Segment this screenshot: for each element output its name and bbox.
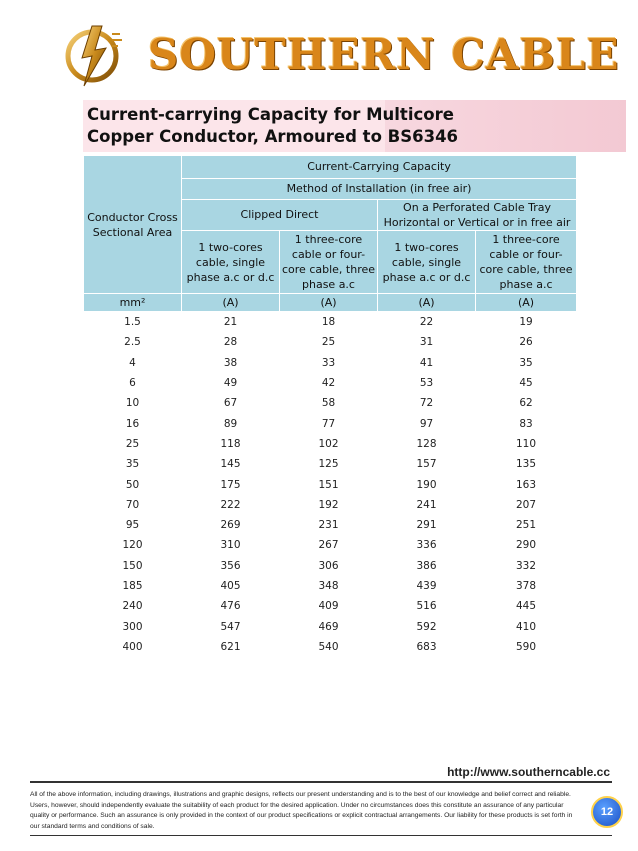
table-cell: 332 — [515, 559, 537, 572]
cable-tray-header: On a Perforated Cable Tray Horizontal or Vertical or in free air — [378, 200, 577, 231]
table-row — [84, 596, 577, 616]
table-cell: 25 — [125, 437, 140, 450]
table-cell: 300 — [122, 620, 143, 633]
table-row — [84, 454, 577, 474]
table-cell: 386 — [416, 559, 437, 572]
table-row — [84, 637, 577, 657]
table-cell: 10 — [125, 397, 140, 410]
brand-name: SOUTHERN CABLE — [148, 30, 620, 79]
unit-cell: (A) — [182, 294, 280, 312]
table-cell: 163 — [515, 478, 537, 491]
southern-cable-logo-icon — [62, 20, 126, 90]
page-number-badge: 12 — [591, 796, 623, 828]
website-url: http://www.southerncable.cc — [447, 765, 610, 779]
table-cell: 50 — [125, 478, 140, 491]
table-cell: 128 — [416, 437, 437, 450]
table-cell: 145 — [220, 458, 241, 471]
table-cell: 291 — [416, 519, 437, 532]
table-cell: 58 — [321, 397, 336, 410]
table-cell: 125 — [318, 458, 339, 471]
table-row — [84, 474, 577, 494]
table-cell: 469 — [318, 620, 339, 633]
table-cell: 157 — [416, 458, 437, 471]
table-row — [84, 616, 577, 636]
table-cell: 25 — [321, 336, 336, 349]
table-cell: 45 — [519, 377, 533, 390]
table-cell: 26 — [519, 336, 533, 349]
unit-cell: (A) — [378, 294, 476, 312]
table-cell: 4 — [129, 356, 136, 369]
table-cell: 240 — [122, 600, 143, 613]
table-cell: 120 — [122, 539, 143, 552]
table-cell: 400 — [122, 640, 143, 653]
table-cell: 150 — [122, 559, 143, 572]
table-cell: 409 — [318, 600, 339, 613]
capacity-header: Current-Carrying Capacity — [182, 156, 577, 179]
table-cell: 192 — [318, 498, 339, 511]
table-row — [84, 393, 577, 413]
table-title-line-1: Current-carrying Capacity for Multicore — [87, 105, 454, 124]
table-cell: 28 — [223, 336, 238, 349]
table-cell: 16 — [125, 417, 140, 430]
table-row — [84, 332, 577, 352]
clipped-direct-header: Clipped Direct — [182, 200, 378, 231]
table-cell: 83 — [519, 417, 533, 430]
table-cell: 31 — [419, 336, 434, 349]
table-cell: 683 — [416, 640, 437, 653]
unit-cell: mm² — [84, 294, 182, 312]
table-title-line-2: Copper Conductor, Armoured to BS6346 — [87, 127, 459, 146]
units-row — [84, 294, 577, 312]
table-cell: 151 — [318, 478, 339, 491]
table-row — [84, 535, 577, 555]
table-cell: 118 — [220, 437, 241, 450]
table-cell: 306 — [318, 559, 339, 572]
table-cell: 135 — [515, 458, 537, 471]
table-cell: 241 — [416, 498, 437, 511]
table-cell: 445 — [515, 600, 537, 613]
table-cell: 53 — [419, 377, 434, 390]
table-cell: 1.5 — [124, 316, 141, 329]
table-cell: 590 — [515, 640, 537, 653]
col-header-three-core-clipped: 1 three-core cable or four-core cable, three phase a.c — [280, 231, 378, 294]
table-cell: 231 — [318, 519, 339, 532]
table-cell: 592 — [416, 620, 437, 633]
table-cell: 72 — [419, 397, 434, 410]
table-cell: 2.5 — [124, 336, 141, 349]
unit-cell: (A) — [476, 294, 577, 312]
table-cell: 62 — [519, 397, 533, 410]
table-cell: 356 — [220, 559, 241, 572]
table-cell: 35 — [125, 458, 140, 471]
table-cell: 22 — [419, 316, 434, 329]
table-cell: 476 — [220, 600, 241, 613]
table-cell: 70 — [125, 498, 140, 511]
table-row — [84, 434, 577, 454]
table-cell: 102 — [318, 437, 339, 450]
table-cell: 547 — [220, 620, 241, 633]
table-cell: 89 — [223, 417, 238, 430]
method-header: Method of Installation (in free air) — [182, 179, 577, 200]
capacity-table — [83, 155, 577, 657]
table-cell: 41 — [419, 356, 434, 369]
table-cell: 410 — [515, 620, 537, 633]
capacity-table-body — [84, 312, 577, 658]
table-cell: 269 — [220, 519, 241, 532]
table-cell: 95 — [125, 519, 140, 532]
table-cell: 621 — [220, 640, 241, 653]
col-header-three-core-tray: 1 three-core cable or four-core cable, three phase a.c — [476, 231, 577, 294]
table-cell: 405 — [220, 580, 241, 592]
table-cell: 267 — [318, 539, 339, 552]
table-cell: 42 — [321, 377, 336, 390]
table-row — [84, 353, 577, 373]
footer-divider — [30, 781, 612, 783]
table-cell: 77 — [321, 417, 336, 430]
table-cell: 540 — [318, 640, 339, 653]
table-cell: 49 — [223, 377, 238, 390]
table-cell: 18 — [321, 316, 336, 329]
table-cell: 336 — [416, 539, 437, 552]
table-cell: 378 — [515, 580, 537, 592]
table-cell: 97 — [419, 417, 434, 430]
table-row — [84, 556, 577, 576]
col-header-two-core-tray: 1 two-cores cable, single phase a.c or d.c — [378, 231, 476, 294]
table-cell: 251 — [515, 519, 537, 532]
table-cell: 67 — [223, 397, 238, 410]
table-row — [84, 312, 577, 333]
table-cell: 310 — [220, 539, 241, 552]
table-cell: 33 — [321, 356, 336, 369]
table-row — [84, 373, 577, 393]
table-row — [84, 413, 577, 433]
conductor-area-header: Conductor Cross Sectional Area — [84, 156, 182, 294]
table-cell: 19 — [519, 316, 533, 329]
table-cell: 110 — [515, 437, 537, 450]
table-cell: 439 — [416, 580, 437, 592]
table-cell: 190 — [416, 478, 437, 491]
table-cell: 348 — [318, 580, 339, 592]
table-cell: 38 — [223, 356, 238, 369]
table-cell: 516 — [416, 600, 437, 613]
table-cell: 21 — [223, 316, 238, 329]
table-cell: 175 — [220, 478, 241, 491]
table-cell: 222 — [220, 498, 241, 511]
table-cell: 185 — [122, 580, 143, 592]
table-row — [84, 495, 577, 515]
col-header-two-core-clipped: 1 two-cores cable, single phase a.c or d.c — [182, 231, 280, 294]
table-row — [84, 515, 577, 535]
footer-bottom-divider — [30, 835, 612, 836]
disclaimer-text: All of the above information, including drawings, illustrations and graphic designs, reflects our present understanding and is to the best of our knowledge and belief correct and reliable. Users, however, should independently evaluate the suitability of each product for the desired application. Under no circumstances does this constitute an assurance of any particular quality or performance. Such an assurance is only provided in the context of our product specifications or explicit contractual arrangements. Our liability for these products is set forth in our standard terms and conditions of sale. — [30, 791, 573, 830]
table-title-box — [83, 100, 626, 152]
table-cell: 207 — [515, 498, 537, 511]
unit-cell: (A) — [280, 294, 378, 312]
table-cell: 6 — [129, 377, 136, 390]
table-row — [84, 576, 577, 596]
table-cell: 290 — [515, 539, 537, 552]
table-cell: 35 — [519, 356, 533, 369]
